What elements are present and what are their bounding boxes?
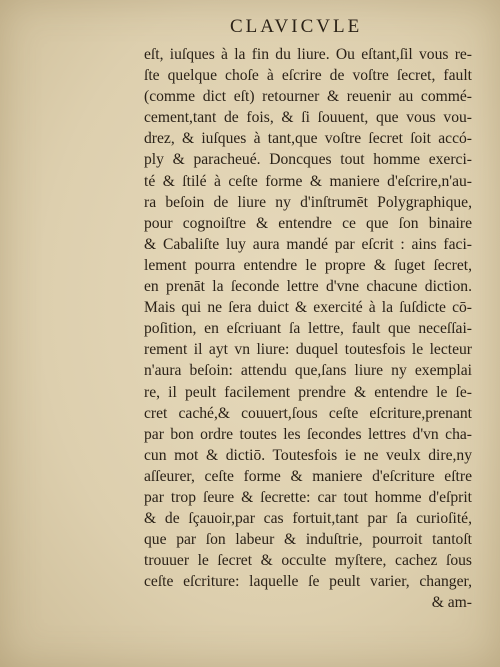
text-line: ſte quelque choſe à eſcrire de voſtre ſecret, fault (144, 67, 472, 85)
text-line: eſt, iuſques à la fin du liure. Ou eſtant,ſil vous re- (144, 46, 472, 63)
text-line: cement,tant de fois, & ſi ſouuent, que vous vou- (144, 109, 472, 127)
text-line: ply & paracheué. Doncques tout homme exerci- (144, 151, 472, 169)
text-line: par bon ordre toutes les ſecondes lettres d'vn cha- (144, 425, 472, 443)
text-line: cun mot & dictiō. Toutesfois ie ne veulx dire,ny (144, 446, 472, 464)
text-line: par trop ſeure & ſecrette: car tout homme d'eſprit (144, 488, 472, 506)
text-line: poſition, en eſcriuant ſa lettre, fault que neceſſai- (144, 320, 472, 338)
text-line: cret caché,& couuert,ſous ceſte eſcriture,prenant (144, 404, 472, 422)
text-line: re, il peult facilement prendre & entendre le ſe- (144, 383, 472, 401)
text-line: rement il ayt vn liure: duquel toutesfois le lecteur (144, 341, 472, 359)
body-text (144, 44, 472, 614)
text-line: & de ſçauoir,par cas fortuit,tant par ſa curioſité, (144, 510, 472, 528)
text-line: ceſte eſcriture: laquelle ſe peult varier, changer, (144, 573, 472, 591)
text-line: (comme dict eſt) retourner & reuenir au commé- (144, 88, 472, 106)
text-line: aſſeurer, ceſte forme & maniere d'eſcriture eſtre (144, 467, 472, 485)
text-line: & am- (431, 594, 472, 612)
text-line: drez, & iuſques à tant,que voſtre ſecret ſoit accó- (144, 130, 472, 148)
text-line: trouuer le ſecret & occulte myſtere, cachez ſous (144, 552, 472, 570)
text-line: lement pourra entendre le propre & ſuget ſecret, (144, 256, 472, 274)
text-line: en prenāt la ſeconde lettre d'vne chacune diction. (144, 278, 472, 296)
running-head: CLAVICVLE (230, 16, 363, 37)
text-line: & Cabaliſte luy aura mandé par eſcrit : ains faci- (144, 235, 472, 253)
text-line: Mais qui ne ſera duict & exercité à la ſuſdicte cō- (144, 299, 472, 317)
text-line: pour cognoiſtre & entendre ce que ſon binaire (144, 214, 472, 232)
text-line: que par ſon labeur & induſtrie, pourroit tantoſt (144, 531, 472, 549)
text-line: té & ſtilé à ceſte forme & maniere d'eſcrire,n'au- (144, 172, 472, 190)
text-line: ra beſoin de liure ny d'inſtrumēt Polygraphique, (144, 193, 472, 211)
text-line: n'aura beſoin: attendu que,ſans liure ny exemplai (144, 362, 472, 380)
